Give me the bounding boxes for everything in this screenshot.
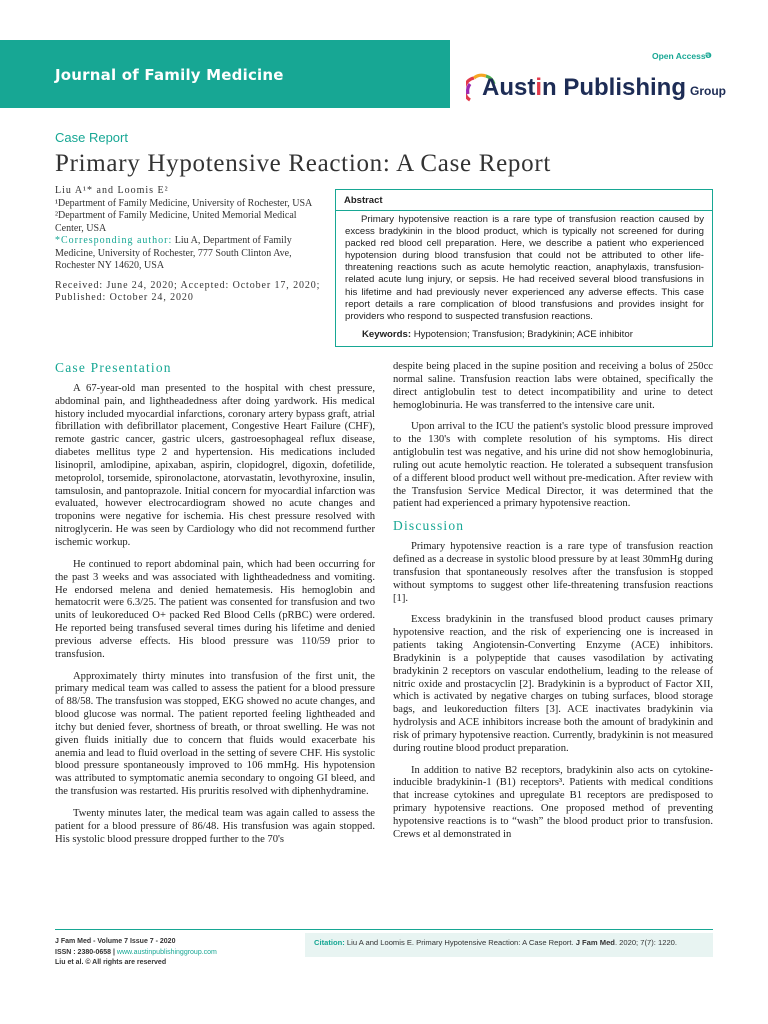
paragraph: despite being placed in the supine position and receiving a bolus of 250cc normal saline. Transfusion reaction labs were obtained, specifically the direct antiglobulin test to detect incompatibility and urine to detect hemoglobinuria. He was transferred to the intensive care unit.	[393, 361, 713, 411]
discussion-heading: Discussion	[393, 518, 465, 534]
publisher-logo	[482, 74, 726, 102]
affiliation-1: ¹Department of Family Medicine, University of Rochester, USA	[55, 197, 313, 209]
affiliation-2: ²Department of Family Medicine, United Memorial Medical Center, USA	[55, 210, 297, 234]
author-block	[55, 185, 325, 305]
publisher-name-a: Aust	[482, 74, 536, 101]
left-column	[55, 362, 375, 856]
author-names: Liu A¹* and Loomis E²	[55, 185, 169, 196]
publisher-name-i: i	[535, 74, 543, 101]
paragraph: A 67-year-old man presented to the hospital with chest pressure, abdominal pain, and lightheadedness after doing yardwork. His medical history included myocardial infarctions, coronary artery bypass graft, atrial fibrillation with defibrillator placement, Congestive Heart Failure (CHF), remote gastric cancer, gastric ulcers, gastroesophageal reflux disease, diabetes mellitus type 2 and hypertension. His medications included lisinopril, amlodipine, apixaban, aspirin, clopidogrel, digoxin, dofetilide, metoprolol, torsemide, spironolactone, atorvastatin, levothyroxine, insulin, tamsulosin, and pantoprazole. Initial concern for myocardial infarction was evaluated, however electrocardiogram showed no acute changes and troponins were negative for ischemia. His chest pressure resolved with nitroglycerin. He was seen by Cardiology who did not recommend further ischemic workup.	[55, 382, 375, 548]
abstract-text: Primary hypotensive reaction is a rare type of transfusion reaction caused by excess bradykinin in the blood product, which is typically not screened for during packed red blood cell preparation. Here, we describe a patient who experienced hypotension during blood transfusion that could not be attributed to other life-threatening reactions such as acute hemolytic reaction, anaphylaxis, transfusion-related acute lung injury, or sepsis. He had received several blood transfusions in his lifetime and had previously never experienced any adverse effects. This case report details a rare complication of blood transfusions and provides insight for providers who respond to suspected transfusion reactions.	[345, 214, 704, 322]
case-presentation-heading: Case Presentation	[55, 360, 172, 375]
paragraph: In addition to native B2 receptors, bradykinin also acts on cytokine-inducible bradykinin-1 (B1) receptors³. Patients with medical conditions that increase cytokines and upregulate B1 receptors are predisposed to primary hypotensive reactions. One proposed method of preventing hypotensive reactions is to “wash” the blood product prior to transfusion. Crews et al demonstrated in	[393, 764, 713, 840]
journal-banner	[0, 40, 450, 108]
abstract-header	[336, 190, 712, 211]
corresponding-label: *Corresponding author:	[55, 235, 173, 246]
corresponding-text: Liu A, Department of Family Medicine, University of Rochester, 777 South Clinton Ave, Rochester NY 14620, USA	[55, 235, 292, 271]
paragraph: He continued to report abdominal pain, which had been occurring for the past 3 weeks and was associated with lightheadedness and vomiting. He endorsed melena and denied hematemesis. His hemoglobin and hematocrit were 6.3/25. The patient was consented for transfusion and two units of leukoreduced O+ packed Red Blood Cells (pRBC) were ordered. He reported being transfused several times during his lifetime and denied previous adverse effects. His blood pressure was 110/59 prior to transfusion.	[55, 558, 375, 660]
citation	[314, 938, 677, 947]
paragraph: Approximately thirty minutes into transfusion of the first unit, the primary medical team was called to assess the patient for a blood pressure of 88/58. The transfusion was stopped, EKG showed no acute changes, and blood glucose was normal. The patient reported feeling lightheaded and itchy but denied fever, shortness of breath, or throat swelling. He was not given fluids initially due to concern that fluids would exacerbate his anemia and lead to fluid overload in the setting of severe CHF. His systolic blood pressure spontaneously improved to 106 mmHg. His hypotension was attributed to symptomatic anemia secondary to ongoing GI bleed, and the transfusion was restarted. His pruritis resolved with diphenhydramine.	[55, 670, 375, 798]
footer-rights: Liu et al. © All rights are reserved	[55, 959, 167, 966]
footer-journal-line: J Fam Med - Volume 7 Issue 7 - 2020	[55, 938, 176, 945]
publisher-group: Group	[690, 84, 727, 98]
journal-title: Journal of Family Medicine	[55, 66, 284, 84]
keywords-label: Keywords:	[362, 329, 412, 340]
footer-divider	[55, 929, 713, 930]
citation-text-2: . 2020; 7(7): 1220.	[614, 938, 677, 947]
citation-text-1: Liu A and Loomis E. Primary Hypotensive Reaction: A Case Report.	[344, 938, 576, 947]
article-title: Primary Hypotensive Reaction: A Case Report	[55, 150, 551, 177]
footer-info	[55, 937, 305, 969]
abstract-box	[335, 189, 713, 347]
footer-website-link[interactable]: www.austinpublishinggroup.com	[116, 948, 217, 956]
footer-issn: ISSN : 2380-0658 |	[55, 948, 117, 956]
paragraph: Excess bradykinin in the transfused blood product causes primary hypotensive reaction, and the risk of experiencing one is increased in patients taking Angiotensin-Converting Enzyme (ACE) inhibitors. Bradykinin is a polypeptide that causes vasodilation by activating bradykinin 2 receptors on vascular endothelium, leading to the release of nitric oxide and prostacyclin [2]. Bradykinin is a byproduct of Factor XII, which is activated by negative charges on tubing surfaces, blood storage bags, and leukoreduction filters [3]. ACE inactivates bradykinin via hydrolysis and ACE inhibitors increase both the amount of bradykinin and risk of primary hypotensive reaction. Currently, bradykinin is not measured during routine blood product preparation.	[393, 614, 713, 754]
keywords-text: Hypotension; Transfusion; Bradykinin; ACE inhibitor	[411, 329, 633, 340]
article-type-label: Case Report	[55, 130, 128, 145]
open-access-label: Open Access	[652, 51, 706, 61]
publisher-name-b: n Publishing	[542, 74, 687, 101]
citation-label: Citation:	[314, 938, 345, 947]
paragraph: Twenty minutes later, the medical team was again called to assess the patient for a blood pressure of 86/48. His transfusion was again stopped. His systolic blood pressure dropped further to the 70's	[55, 808, 375, 845]
article-dates: Received: June 24, 2020; Accepted: October 17, 2020; Published: October 24, 2020	[55, 279, 321, 303]
abstract-heading: Abstract	[344, 195, 383, 206]
right-column	[393, 361, 713, 851]
paragraph: Upon arrival to the ICU the patient's systolic blood pressure improved to the 130's with complete resolution of his symptoms. His direct antiglobulin test was negative, and his urine did not show hemoglobinuria, ruling out acute hemolytic reaction. He tolerated a subsequent transfusion of a different blood product well without pre-medication. After review with the Transfusion Service Medical Director, it was determined that the patient had experienced a primary hypotensive reaction.	[393, 421, 713, 510]
keywords	[362, 329, 633, 340]
footer-issn-line	[55, 948, 305, 959]
open-lock-icon: ə	[705, 50, 712, 61]
paragraph: Primary hypotensive reaction is a rare type of transfusion reaction defined as a decrease in systolic blood pressure by at least 30mmHg during transfusion that spontaneously resolves after the transfusion is stopped without symptoms to suggest other life-threatening transfusion reactions [1].	[393, 541, 713, 604]
citation-journal: J Fam Med	[575, 938, 615, 947]
corresponding-author	[55, 235, 325, 273]
